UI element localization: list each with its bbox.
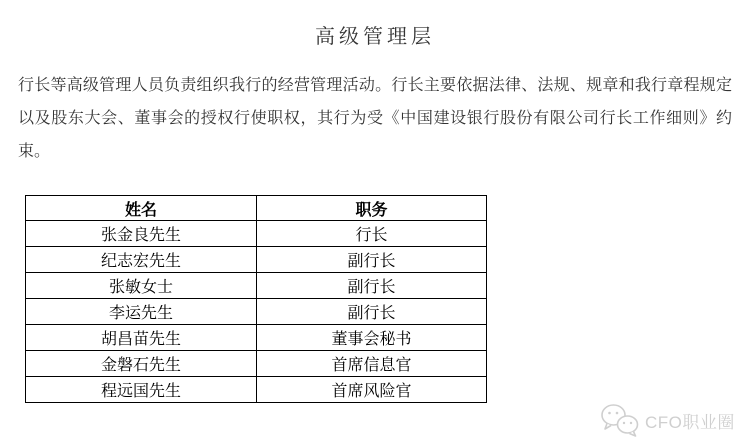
table-row <box>26 221 487 247</box>
table-row <box>26 273 487 299</box>
table-header-row <box>26 196 487 221</box>
table-cell-position: 首席信息官 <box>257 351 487 377</box>
table-cell-name: 程远国先生 <box>26 377 257 403</box>
table-cell-name: 张金良先生 <box>26 221 257 247</box>
table-row <box>26 351 487 377</box>
table-cell-position: 副行长 <box>257 273 487 299</box>
wechat-icon <box>600 403 640 437</box>
table-cell-name: 张敏女士 <box>26 273 257 299</box>
table-cell-name: 胡昌苗先生 <box>26 325 257 351</box>
watermark <box>600 403 735 437</box>
table-cell-position: 行长 <box>257 221 487 247</box>
table-row <box>26 247 487 273</box>
table-cell-name: 李运先生 <box>26 299 257 325</box>
table-cell-position: 首席风险官 <box>257 377 487 403</box>
table-cell-position: 副行长 <box>257 247 487 273</box>
table-body <box>26 221 487 403</box>
table-cell-position: 董事会秘书 <box>257 325 487 351</box>
column-header-name: 姓名 <box>26 196 257 221</box>
table-row <box>26 325 487 351</box>
table-cell-name: 金磐石先生 <box>26 351 257 377</box>
table-row <box>26 299 487 325</box>
watermark-label: CFO职业圈 <box>645 412 735 432</box>
table-row <box>26 377 487 403</box>
senior-management-table <box>25 195 487 403</box>
table-cell-position: 副行长 <box>257 299 487 325</box>
management-description-paragraph: 行长等高级管理人员负责组织我行的经营管理活动。行长主要依据法律、法规、规章和我行章程规定以及股东大会、董事会的授权行使职权，其行为受《中国建设银行股份有限公司行长工作细则》约束。 <box>18 77 732 160</box>
table-cell-name: 纪志宏先生 <box>26 247 257 273</box>
page-title: 高级管理层 <box>315 26 435 48</box>
column-header-position: 职务 <box>257 196 487 221</box>
